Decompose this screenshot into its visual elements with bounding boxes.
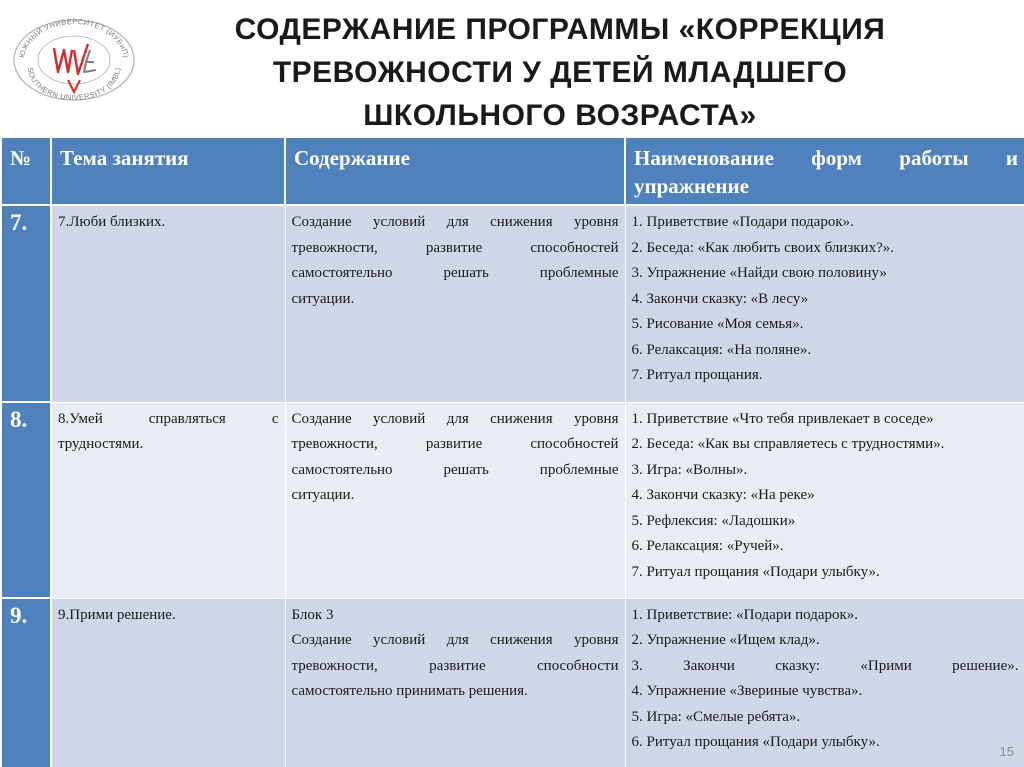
university-logo-icon [8, 10, 140, 102]
list-item: 6. Релаксация: «На поляне». [631, 341, 812, 358]
lesson-content [285, 205, 625, 402]
list-item: 7. Ритуал прощания «Подари улыбку». [631, 563, 880, 580]
table-row [1, 402, 1024, 598]
title-line-1: СОДЕРЖАНИЕ ПРОГРАММЫ «КОРРЕКЦИЯ [234, 13, 886, 46]
list-item: 5. Игра: «Смелые ребята». [631, 708, 801, 725]
list-item: 5. Рефлексия: «Ладошки» [631, 512, 796, 529]
lesson-topic [51, 402, 285, 598]
lesson-forms-list [625, 402, 1024, 598]
list-item: 4. Упражнение «Звериные чувства». [631, 683, 863, 699]
slide-header [0, 0, 1024, 136]
column-header-content: Содержание [285, 137, 625, 205]
page-title [180, 8, 940, 137]
content-line: самостоятельно принимать решения. [291, 683, 528, 699]
list-item: 3. Упражнение «Найди свою половину» [631, 265, 887, 281]
list-item: 7. Ритуал прощания. [631, 367, 763, 383]
list-item: 3. Игра: «Волны». [631, 461, 748, 478]
list-item: 2. Беседа: «Как любить своих близких?». [631, 239, 894, 256]
content-line: тревожности, развитие способностей [291, 436, 619, 452]
lesson-topic: 9.Прими решение. [51, 598, 285, 767]
content-line: ситуации. [291, 487, 355, 503]
table-row [1, 598, 1024, 767]
row-number: 9. [1, 598, 51, 767]
lesson-forms-list [625, 205, 1024, 402]
column-header-topic: Тема занятия [51, 137, 285, 205]
content-line: Блок 3 [291, 606, 334, 623]
list-item: 6. Релаксация: «Ручей». [631, 538, 784, 554]
list-item: 4. Закончи сказку: «В лесу» [631, 290, 809, 307]
content-line: самостоятельно решать проблемные [291, 461, 619, 478]
title-line-3: ШКОЛЬНОГО ВОЗРАСТА» [363, 99, 757, 132]
title-line-2: ТРЕВОЖНОСТИ У ДЕТЕЙ МЛАДШЕГО [272, 56, 848, 89]
content-line: тревожности, развитие способностей [291, 239, 619, 256]
content-line: Создание условий для снижения уровня [291, 632, 619, 648]
content-line: ситуации. [291, 290, 355, 307]
list-item: 1. Приветствие «Что тебя привлекает в соседе» [631, 410, 934, 427]
university-logo [8, 10, 140, 102]
table-row [1, 205, 1024, 402]
list-item: 1. Приветствие «Подари подарок». [631, 214, 854, 230]
logo-text-top: ЮЖНЫЙ УНИВЕРСИТЕТ (ИУБиП) [17, 16, 131, 59]
logo-text-bottom: SOUTHERN UNIVERSITY (IMBL) [25, 66, 123, 102]
content-line: Создание условий для снижения уровня [291, 410, 619, 427]
column-header-number: № [1, 137, 51, 205]
program-table [0, 136, 1024, 767]
topic-line: трудностями. [58, 436, 144, 452]
row-number: 8. [1, 402, 51, 598]
content-line: Создание условий для снижения уровня [291, 214, 619, 230]
list-item: 3. Закончи сказку: «Прими решение». [631, 657, 1019, 674]
list-item: 5. Рисование «Моя семья». [631, 316, 804, 332]
topic-line: 8.Умей справляться с [58, 410, 279, 427]
lesson-topic: 7.Люби близких. [51, 205, 285, 402]
lesson-content [285, 598, 625, 767]
content-line: самостоятельно решать проблемные [291, 265, 619, 281]
lesson-forms-list [625, 598, 1024, 767]
svg-text:SOUTHERN UNIVERSITY (IMBL) [26, 67, 122, 102]
column-header-forms: Наименование форм работы и упражнение [625, 137, 1024, 205]
table-header-row [1, 137, 1024, 205]
content-line: тревожности, развитие способности [291, 657, 619, 674]
list-item: 1. Приветствие: «Подари подарок». [631, 606, 859, 623]
list-item: 6. Ритуал прощания «Подари улыбку». [631, 734, 880, 750]
list-item: 2. Беседа: «Как вы справляетесь с трудностями». [631, 436, 945, 452]
page-number: 15 [999, 744, 1014, 759]
lesson-content [285, 402, 625, 598]
list-item: 2. Упражнение «Ищем клад». [631, 632, 820, 648]
list-item: 4. Закончи сказку: «На реке» [631, 487, 815, 503]
row-number: 7. [1, 205, 51, 402]
